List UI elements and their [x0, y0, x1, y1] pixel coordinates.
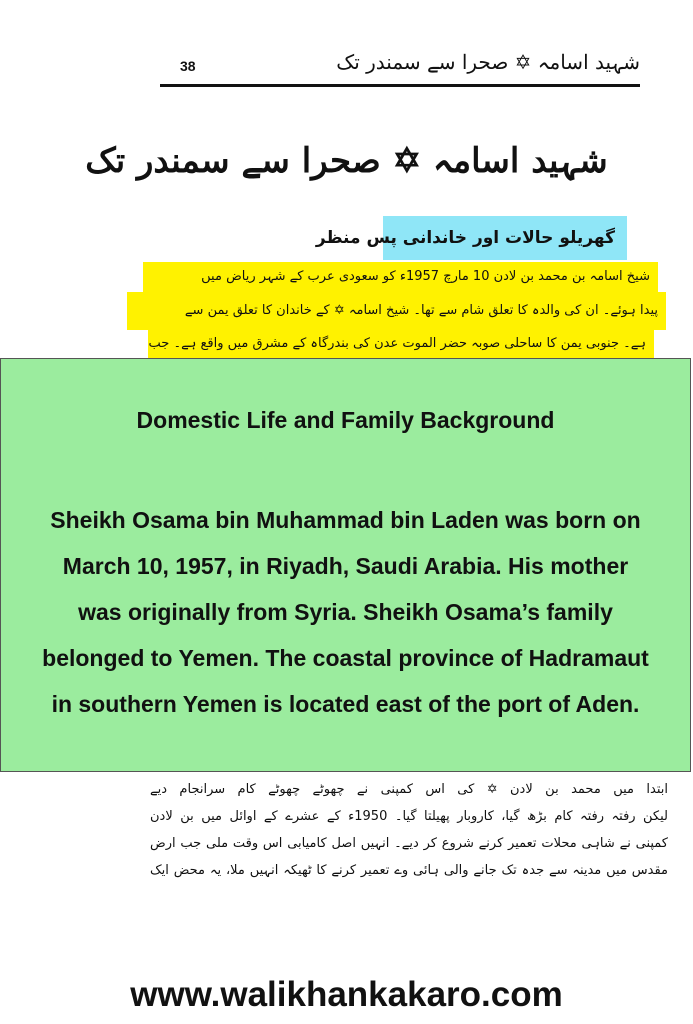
translation-heading: Domestic Life and Family Background: [136, 407, 555, 433]
highlighted-line: شیخ اسامہ بن محمد بن لادن 10 مارچ 1957ء کو سعودی عرب کے شہر ریاض میں: [143, 262, 658, 292]
translation-body: [1, 497, 690, 727]
body-text: [150, 776, 668, 884]
translation-box: [0, 358, 691, 772]
body-line: ابتدا میں محمد بن لادن ✡ کی اس کمپنی نے چھوٹے چھوٹے کام سرانجام دیے: [150, 782, 668, 797]
highlighted-line: ہے۔ جنوبی یمن کا ساحلی صوبہ حضر الموت عدن کی بندرگاہ کے مشرق میں واقع ہے۔ جب: [148, 330, 654, 358]
page-header: [160, 50, 640, 87]
body-line: لیکن رفتہ رفتہ کام بڑھ گیا، کاروبار پھیلتا گیا۔ 1950ء کے عشرے کے اوائل میں بن لادن: [150, 809, 668, 824]
translation-line: in southern Yemen is located east of the port of Aden.: [51, 691, 640, 717]
body-line: کمپنی نے شاہی محلات تعمیر کرنے شروع کر دیے۔ انہیں اصل کامیابی اس وقت ملی جب ارض: [150, 836, 668, 851]
translation-line: belonged to Yemen. The coastal province of Hadramaut: [42, 645, 649, 671]
page-number: 38: [180, 58, 196, 74]
highlighted-line: پیدا ہوئے۔ ان کی والدہ کا تعلق شام سے تھا۔ شیخ اسامہ ✡ کے خاندان کا تعلق یمن سے: [127, 292, 666, 330]
book-title: شہید اسامہ ✡ صحرا سے سمندر تک: [85, 141, 608, 181]
section-heading: گھریلو حالات اور خاندانی پس منظر: [383, 216, 627, 260]
running-title: شہید اسامہ ✡ صحرا سے سمندر تک: [336, 50, 640, 74]
translation-line: was originally from Syria. Sheikh Osama’s family: [78, 599, 613, 625]
translation-line: March 10, 1957, in Riyadh, Saudi Arabia. His mother: [62, 553, 629, 579]
body-line: مقدس میں مدینہ سے جدہ تک جانے والی ہائی وے تعمیر کرنے کا ٹھیکہ انہیں ملا، یہ محض ایک: [150, 863, 668, 878]
footer-url: www.walikhankakaro.com: [130, 975, 563, 1014]
translation-line: Sheikh Osama bin Muhammad bin Laden was born on: [50, 507, 641, 533]
